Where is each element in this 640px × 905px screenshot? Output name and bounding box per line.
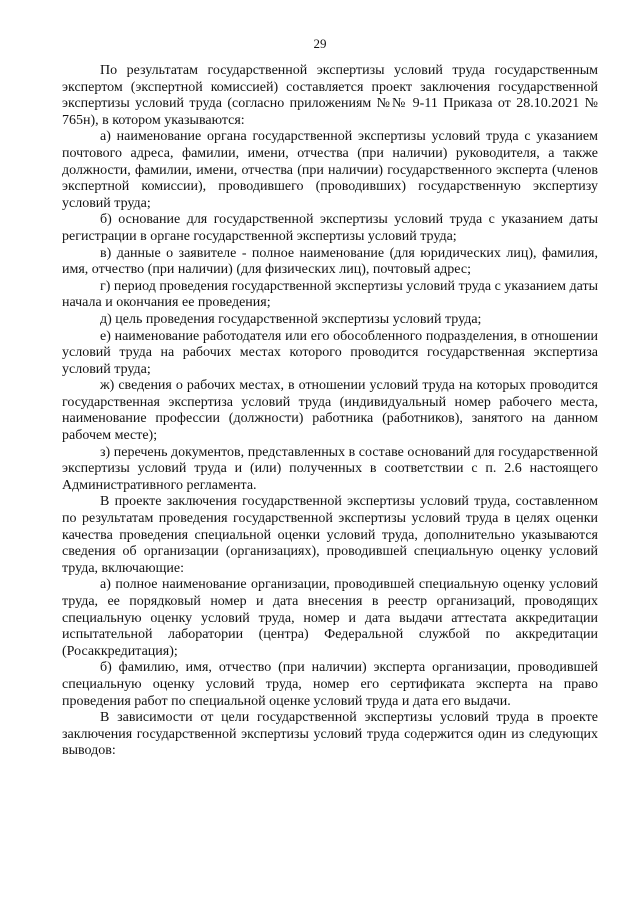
sublist-item-a: а) полное наименование организации, проводившей специальную оценку условий труда, ее порядковый номер и дата внесения в реестр организаций, проводящих специальную оценку условий труда, номер и дата выдачи аттестата аккредитации испытательной лаборатории (центра) Федеральной службой по аккредитации (Росаккредитация);	[62, 577, 598, 659]
list-item-e: е) наименование работодателя или его обособленного подразделения, в отношении условий труда на рабочих местах которого проводится государственная экспертиза условий труда;	[62, 328, 598, 377]
document-body	[62, 63, 598, 760]
list-item-g: г) период проведения государственной экспертизы условий труда с указанием даты начала и окончания ее проведения;	[62, 278, 598, 311]
page-number: 29	[313, 36, 327, 51]
paragraph-additional-info: В проекте заключения государственной экспертизы условий труда, составленном по результатам проведения государственной экспертизы условий труда в целях оценки качества проведения специальной оценки условий труда, дополнительно указываются сведения об организации (организациях), проводившей специальную оценку условий труда, включающие:	[62, 494, 598, 576]
paragraph-conclusions: В зависимости от цели государственной экспертизы условий труда в проекте заключения государственной экспертизы условий труда содержится один из следующих выводов:	[62, 710, 598, 759]
list-item-z: з) перечень документов, представленных в составе оснований для государственной экспертизы условий труда и (или) полученных в соответствии с п. 2.6 настоящего Административного регламента.	[62, 444, 598, 493]
paragraph-intro: По результатам государственной экспертизы условий труда государственным экспертом (экспертной комиссией) составляется проект заключения государственной экспертизы условий труда (согласно приложениям №№ 9-11 Приказа от 28.10.2021 № 765н), в котором указываются:	[62, 63, 598, 128]
list-item-a: а) наименование органа государственной экспертизы условий труда с указанием почтового адреса, фамилии, имени, отчества (при наличии) руководителя, а также должности, фамилии, имени, отчества (при наличии) государственного эксперта (членов экспертной комиссии), проводившего (проводивших) государственную экспертизу условий труда;	[62, 129, 598, 211]
list-item-d: д) цель проведения государственной экспертизы условий труда;	[100, 311, 482, 327]
list-item-b: б) основание для государственной экспертизы условий труда с указанием даты регистрации в органе государственной экспертизы условий труда;	[62, 212, 598, 244]
list-item-v: в) данные о заявителе - полное наименование (для юридических лиц), фамилия, имя, отчество (при наличии) (для физических лиц), почтовый адрес;	[62, 245, 598, 278]
list-item-zh: ж) сведения о рабочих местах, в отношении условий труда на которых проводится государственная экспертиза условий труда (индивидуальный номер рабочего места, наименование профессии (должности) работника (работников), занятого на данном рабочем месте);	[62, 378, 598, 444]
sublist-item-b: б) фамилию, имя, отчество (при наличии) эксперта организации, проводившей специальную оценку условий труда, номер его сертификата эксперта на право проведения работ по специальной оценке условий труда и дата его выдачи.	[62, 660, 598, 709]
